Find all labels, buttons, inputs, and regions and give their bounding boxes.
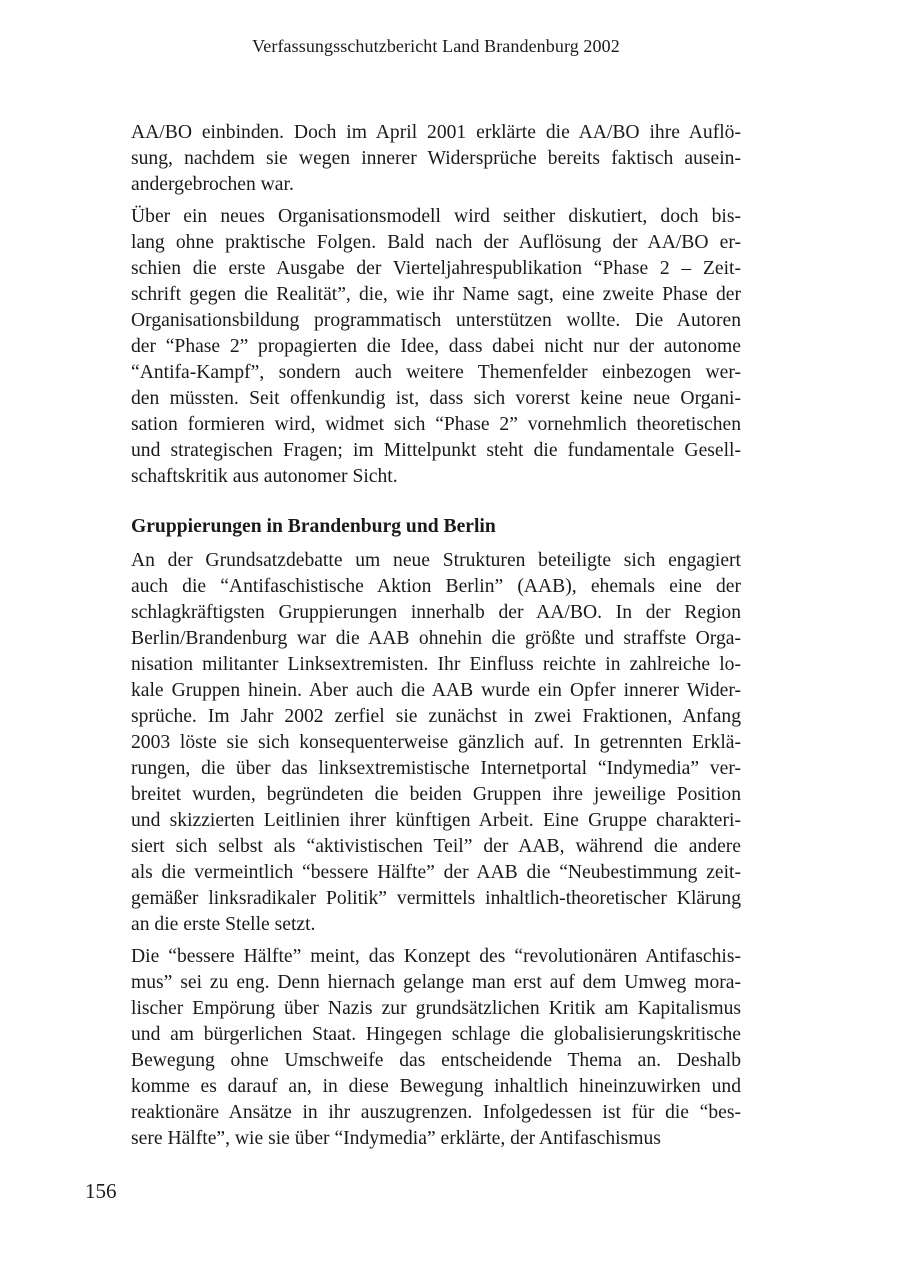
text-line: rungen, die über das linksextremistische Internetportal “Indymedia” ver- xyxy=(131,758,741,779)
text-line: schlagkräftigsten Gruppierungen innerhalb der AA/BO. In der Region xyxy=(131,602,741,623)
text-line: breitet wurden, begründeten die beiden Gruppen ihre jeweilige Position xyxy=(131,784,741,805)
text-line: sprüche. Im Jahr 2002 zerfiel sie zunächst in zwei Fraktionen, Anfang xyxy=(131,706,741,727)
text-line: siert sich selbst als “aktivistischen Teil” der AAB, während die andere xyxy=(131,836,741,857)
text-line: 2003 löste sie sich konsequenterweise gänzlich auf. In getrennten Erklä- xyxy=(131,732,741,753)
text-line: sere Hälfte”, wie sie über “Indymedia” erklärte, der Antifaschismus xyxy=(131,1128,661,1149)
paragraph-3 xyxy=(131,548,741,938)
paragraph-4 xyxy=(131,944,741,1152)
text-line: den müssten. Seit offenkundig ist, dass sich vorerst keine neue Organi- xyxy=(131,388,741,409)
text-line: und skizzierten Leitlinien ihrer künftigen Arbeit. Eine Gruppe charakteri- xyxy=(131,810,741,831)
text-line: als die vermeintlich “bessere Hälfte” der AAB die “Neubestimmung zeit- xyxy=(131,862,741,883)
text-line: “Antifa-Kampf”, sondern auch weitere Themenfelder einbezogen wer- xyxy=(131,362,741,383)
text-line: Die “bessere Hälfte” meint, das Konzept des “revolutionären Antifaschis- xyxy=(131,946,741,967)
text-line: nisation militanter Linksextremisten. Ihr Einfluss reichte in zahlreiche lo- xyxy=(131,654,741,675)
text-line: schien die erste Ausgabe der Vierteljahrespublikation “Phase 2 – Zeit- xyxy=(131,258,741,279)
text-line: An der Grundsatzdebatte um neue Strukturen beteiligte sich engagiert xyxy=(131,550,741,571)
text-line: Über ein neues Organisationsmodell wird seither diskutiert, doch bis- xyxy=(131,206,741,227)
text-line: kale Gruppen hinein. Aber auch die AAB wurde ein Opfer innerer Wider- xyxy=(131,680,741,701)
text-line: lischer Empörung über Nazis zur grundsätzlichen Kritik am Kapitalismus xyxy=(131,998,741,1019)
text-line: andergebrochen war. xyxy=(131,174,294,195)
text-line: Organisationsbildung programmatisch unterstützen wollte. Die Autoren xyxy=(131,310,741,331)
paragraph-1 xyxy=(131,120,741,198)
text-line: und strategischen Fragen; im Mittelpunkt steht die fundamentale Gesell- xyxy=(131,440,741,461)
text-line: schrift gegen die Realität”, die, wie ihr Name sagt, eine zweite Phase der xyxy=(131,284,741,305)
page-number: 156 xyxy=(85,1179,117,1203)
running-header: Verfassungsschutzbericht Land Brandenburg 2002 xyxy=(252,36,620,56)
text-line: sung, nachdem sie wegen innerer Widersprüche bereits faktisch ausein- xyxy=(131,148,741,169)
text-line: der “Phase 2” propagierten die Idee, dass dabei nicht nur der autonome xyxy=(131,336,741,357)
text-line: an die erste Stelle setzt. xyxy=(131,914,316,935)
text-line: auch die “Antifaschistische Aktion Berlin” (AAB), ehemals eine der xyxy=(131,576,741,597)
text-line: AA/BO einbinden. Doch im April 2001 erklärte die AA/BO ihre Auflö- xyxy=(131,122,741,143)
text-line: komme es darauf an, in diese Bewegung inhaltlich hineinzuwirken und xyxy=(131,1076,741,1097)
text-line: sation formieren wird, widmet sich “Phase 2” vornehmlich theoretischen xyxy=(131,414,741,435)
text-line: mus” sei zu eng. Denn hiernach gelange man erst auf dem Umweg mora- xyxy=(131,972,741,993)
text-line: lang ohne praktische Folgen. Bald nach der Auflösung der AA/BO er- xyxy=(131,232,741,253)
text-line: und am bürgerlichen Staat. Hingegen schlage die globalisierungskritische xyxy=(131,1024,741,1045)
paragraph-2 xyxy=(131,204,741,490)
text-line: Berlin/Brandenburg war die AAB ohnehin die größte und straffste Orga- xyxy=(131,628,741,649)
text-line: schaftskritik aus autonomer Sicht. xyxy=(131,466,398,487)
text-line: gemäßer linksradikaler Politik” vermittels inhaltlich-theoretischer Klärung xyxy=(131,888,741,909)
text-line: Bewegung ohne Umschweife das entscheidende Thema an. Deshalb xyxy=(131,1050,741,1071)
text-line: reaktionäre Ansätze in ihr auszugrenzen. Infolgedessen ist für die “bes- xyxy=(131,1102,741,1123)
section-heading: Gruppierungen in Brandenburg und Berlin xyxy=(131,516,496,537)
